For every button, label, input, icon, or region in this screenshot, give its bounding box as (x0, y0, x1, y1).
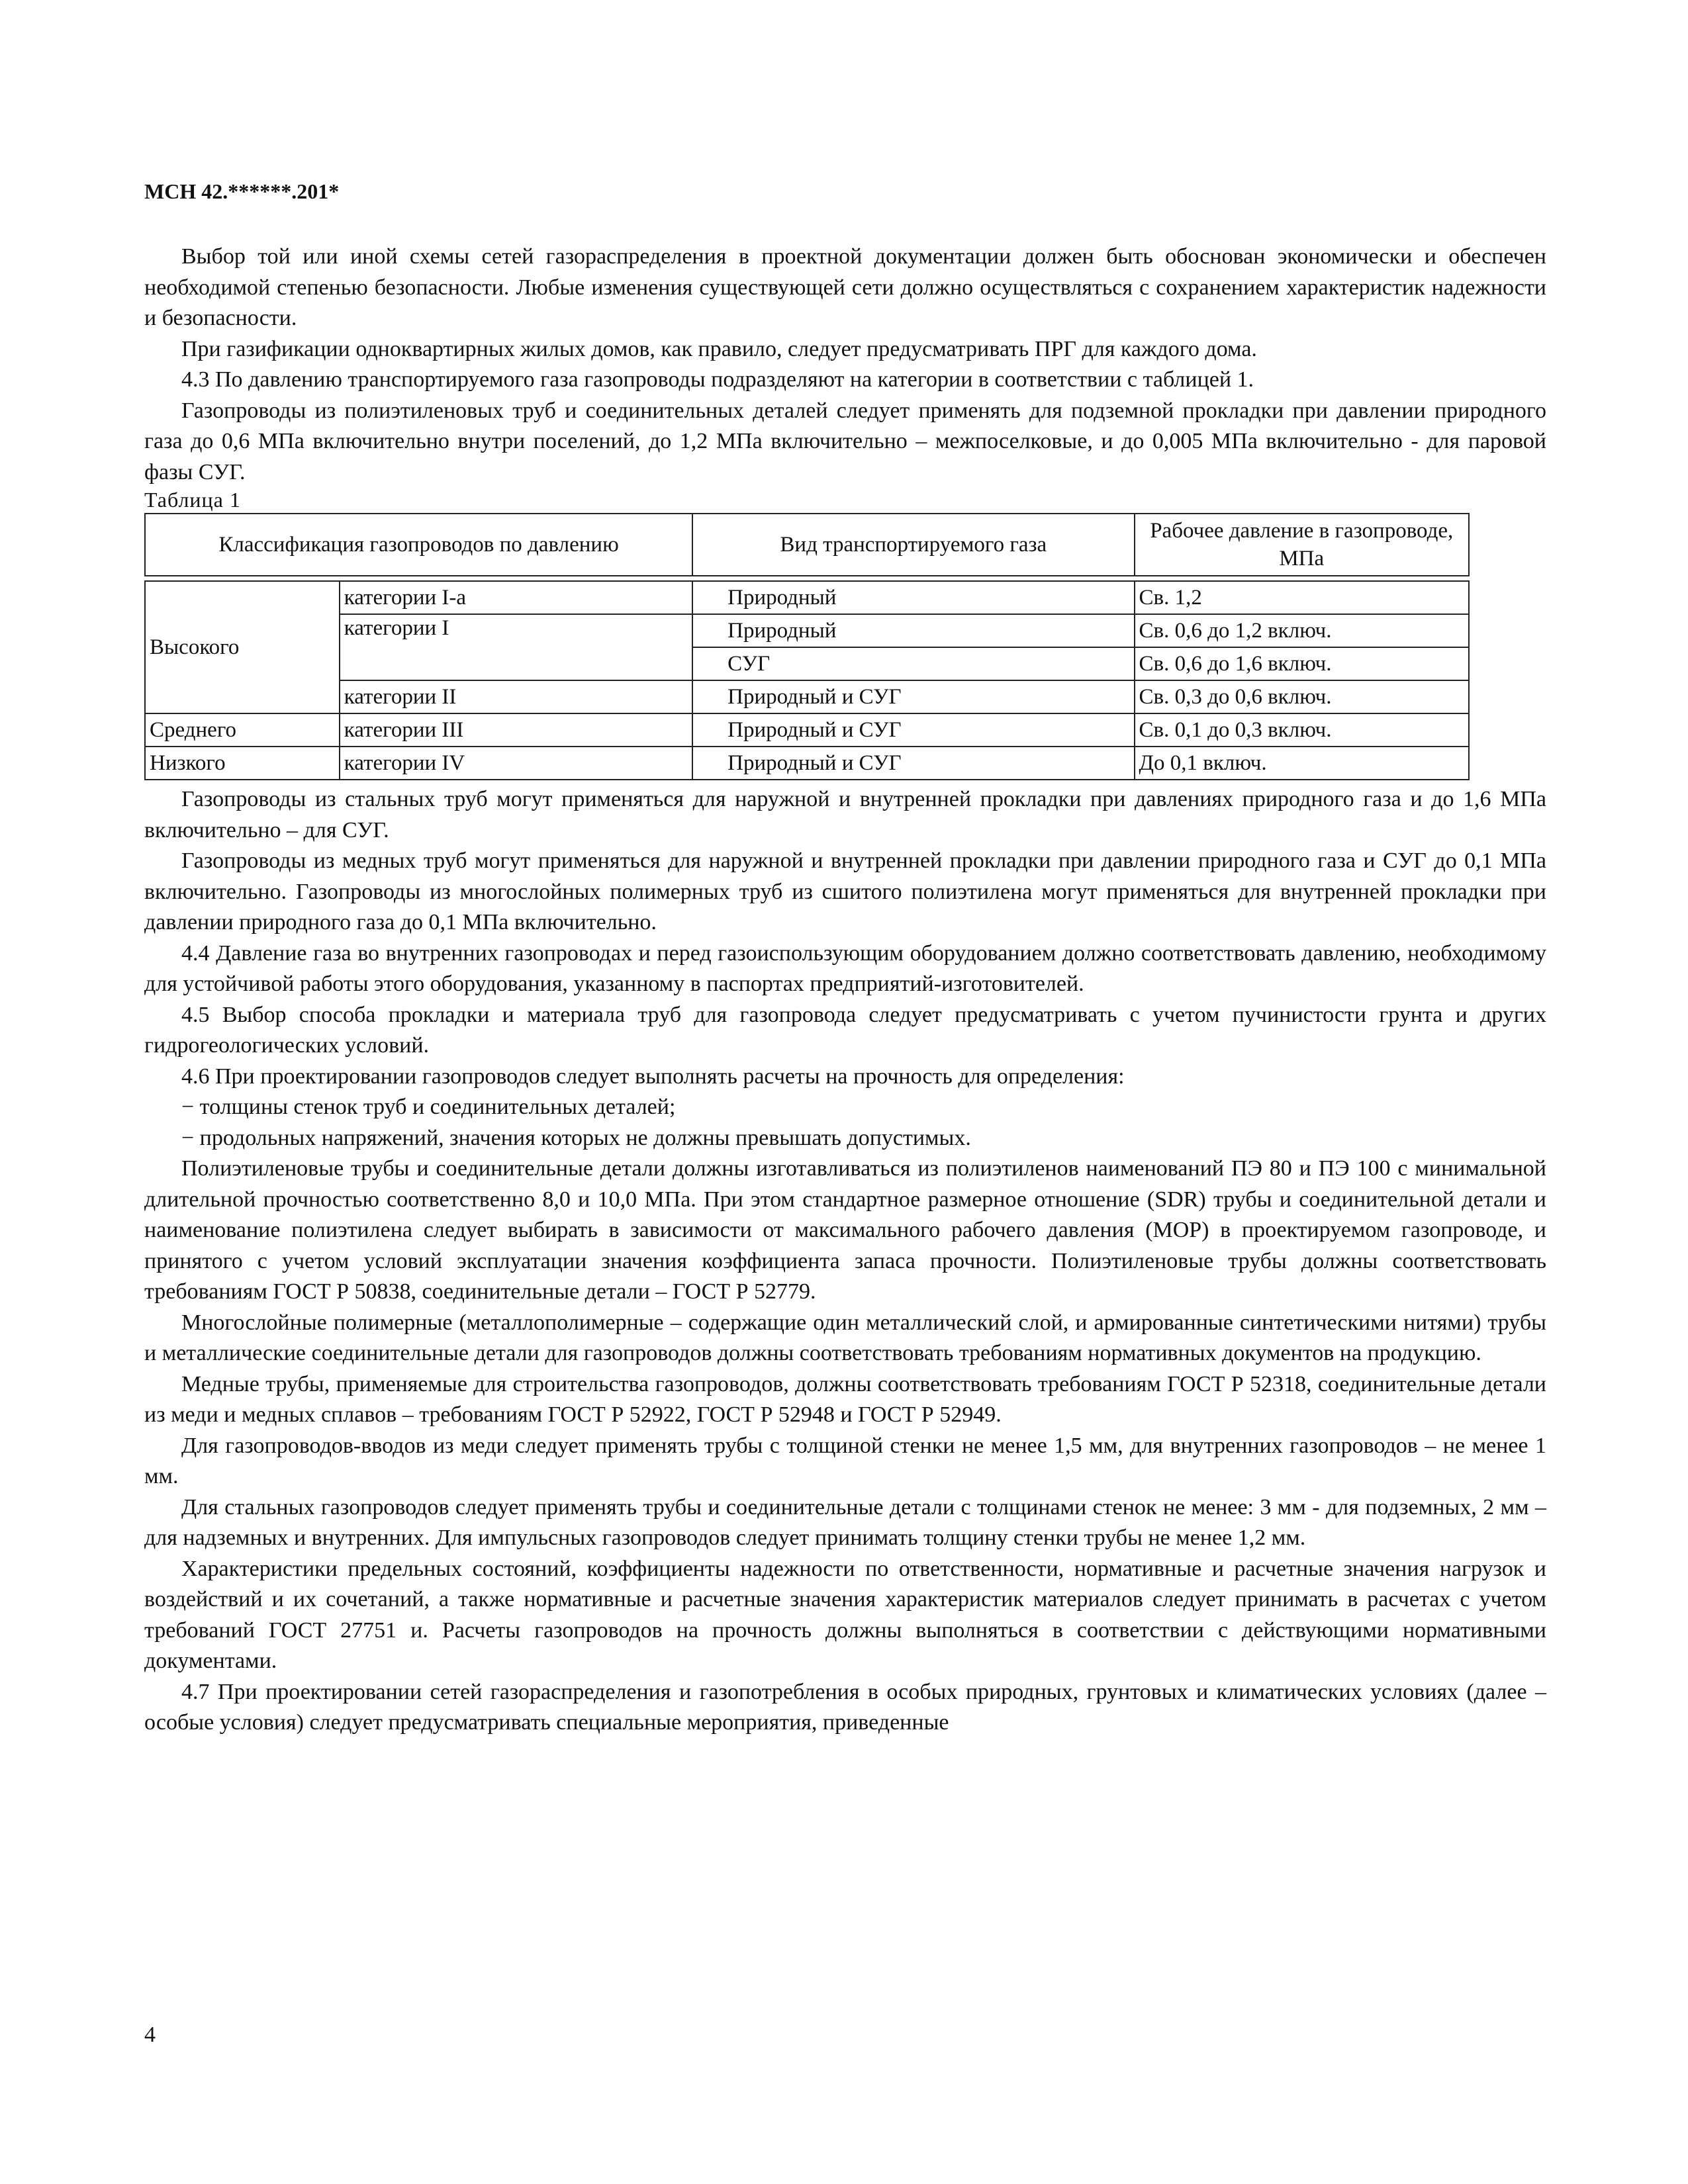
list-item: − продольных напряжений, значения которых не должны превышать допустимых. (181, 1125, 971, 1150)
table-cell-pressure: До 0,1 включ. (1135, 747, 1470, 780)
paragraph: Выбор той или иной схемы сетей газораспределения в проектной документации должен быть обоснован экономически и обеспечен необходимой степенью безопасности. Любые изменения существующей сети должно осуществляться с сохранением характеристик надежности и безопасности. (144, 244, 1546, 330)
table-label: Таблица 1 (144, 488, 241, 512)
paragraph: Полиэтиленовые трубы и соединительные детали должны изготавливаться из полиэтиленов наименований ПЭ 80 и ПЭ 100 с минимальной длительной прочностью соответственно 8,0 и 10,0 МПа. При этом стандартное размерное отношение (SDR) трубы и соединительной детали и наименование полиэтилена следует выбирать в зависимости от максимального рабочего давления (МОР) в проектируемом газопроводе, и принятого с учетом условий эксплуатации значения коэффициента запаса прочности. Полиэтиленовые трубы должны соответствовать требованиям ГОСТ Р 50838, соединительные детали – ГОСТ Р 52779. (144, 1156, 1546, 1304)
paragraph: Для стальных газопроводов следует применять трубы и соединительные детали с толщинами стенок не менее: 3 мм - для подземных, 2 мм – для надземных и внутренних. Для импульсных газопроводов следует принимать толщину стенки трубы не менее 1,2 мм. (144, 1494, 1546, 1550)
list-item: − толщины стенок труб и соединительных деталей; (181, 1095, 676, 1119)
table-row (145, 581, 1469, 614)
table-cell-gas: СУГ (692, 647, 1134, 680)
table-cell-pressure: Св. 0,3 до 0,6 включ. (1135, 680, 1470, 713)
document-body (144, 242, 1546, 1739)
paragraph: Характеристики предельных состояний, коэффициенты надежности по ответственности, нормативные и расчетные значения нагрузок и воздействий и их сочетаний, а также нормативные и расчетные значения характеристик материалов следует принимать в расчетах с учетом требований ГОСТ 27751 и. Расчеты газопроводов на прочность должны выполняться в соответствии с действующими нормативными документами. (144, 1556, 1546, 1673)
table-row (145, 614, 1469, 647)
table-header-row (145, 514, 1469, 576)
paragraph: Многослойные полимерные (металлополимерные – содержащие один металлический слой, и армированные синтетическими нитями) трубы и металлические соединительные детали для газопроводов должны соответствовать требованиям нормативных документов на продукцию. (144, 1310, 1546, 1365)
table-cell-high: Высокого (145, 581, 340, 713)
table-row (145, 680, 1469, 713)
table-cell-category: категории IV (340, 747, 692, 780)
table-row (145, 713, 1469, 747)
table-header-classification: Классификация газопроводов по давлению (145, 514, 692, 576)
table-cell-category: категории I-а (340, 581, 692, 614)
table-header-gas-type: Вид транспортируемого газа (692, 514, 1134, 576)
paragraph: Газопроводы из медных труб могут применяться для наружной и внутренней прокладки при давлении природного газа и СУГ до 0,1 МПа включительно. Газопроводы из многослойных полимерных труб из сшитого полиэтилена могут применяться для внутренней прокладки при давлении природного газа до 0,1 МПа включительно. (144, 848, 1546, 934)
table-cell-pressure: Св. 0,1 до 0,3 включ. (1135, 713, 1470, 747)
paragraph: 4.6 При проектировании газопроводов следует выполнять расчеты на прочность для определения: (181, 1064, 1125, 1089)
paragraph: 4.3 По давлению транспортируемого газа газопроводы подразделяют на категории в соответствии с таблицей 1. (181, 367, 1254, 392)
pressure-category-table (144, 513, 1470, 780)
paragraph: При газификации одноквартирных жилых домов, как правило, следует предусматривать ПРГ для каждого дома. (181, 336, 1257, 361)
paragraph: 4.5 Выбор способа прокладки и материала труб для газопровода следует предусматривать с учетом пучинистости грунта и других гидрогеологических условий. (144, 1002, 1546, 1058)
table-cell-category: категории I (340, 614, 692, 680)
table-cell-gas: Природный и СУГ (692, 680, 1134, 713)
table-row (145, 747, 1469, 780)
paragraph: Медные трубы, применяемые для строительства газопроводов, должны соответствовать требованиям ГОСТ Р 52318, соединительные детали из меди и медных сплавов – требованиям ГОСТ Р 52922, ГОСТ Р 52948 и ГОСТ Р 52949. (144, 1371, 1546, 1427)
paragraph: Газопроводы из полиэтиленовых труб и соединительных деталей следует применять для подземной прокладки при давлении природного газа до 0,6 МПа включительно внутри поселений, до 1,2 МПа включительно – межпоселковые, и до 0,005 МПа включительно - для паровой фазы СУГ. (144, 398, 1546, 484)
table-cell-category: категории II (340, 680, 692, 713)
table-cell-pressure: Св. 0,6 до 1,2 включ. (1135, 614, 1470, 647)
page-number: 4 (144, 2023, 156, 2047)
paragraph: Газопроводы из стальных труб могут применяться для наружной и внутренней прокладки при давлениях природного газа и до 1,6 МПа включительно – для СУГ. (144, 787, 1546, 842)
document-header: МСН 42.******.201* (144, 179, 340, 203)
table-cell-medium: Среднего (145, 713, 340, 747)
table-cell-category: категории III (340, 713, 692, 747)
paragraph: 4.4 Давление газа во внутренних газопроводах и перед газоиспользующим оборудованием должно соответствовать давлению, необходимому для устойчивой работы этого оборудования, указанному в паспортах предприятий-изготовителей. (144, 940, 1546, 996)
table-cell-gas: Природный и СУГ (692, 713, 1134, 747)
table-header-pressure: Рабочее давление в газопроводе, МПа (1135, 514, 1470, 576)
paragraph: Для газопроводов-вводов из меди следует применять трубы с толщиной стенки не менее 1,5 мм, для внутренних газопроводов – не менее 1 мм. (144, 1433, 1546, 1488)
table-cell-low: Низкого (145, 747, 340, 780)
table-cell-gas: Природный (692, 581, 1134, 614)
table-cell-pressure: Св. 1,2 (1135, 581, 1470, 614)
table-cell-pressure: Св. 0,6 до 1,6 включ. (1135, 647, 1470, 680)
table-cell-gas: Природный (692, 614, 1134, 647)
paragraph: 4.7 При проектировании сетей газораспределения и газопотребления в особых природных, грунтовых и климатических условиях (далее – особые условия) следует предусматривать специальные мероприятия, приведенные (144, 1679, 1546, 1735)
table-cell-gas: Природный и СУГ (692, 747, 1134, 780)
